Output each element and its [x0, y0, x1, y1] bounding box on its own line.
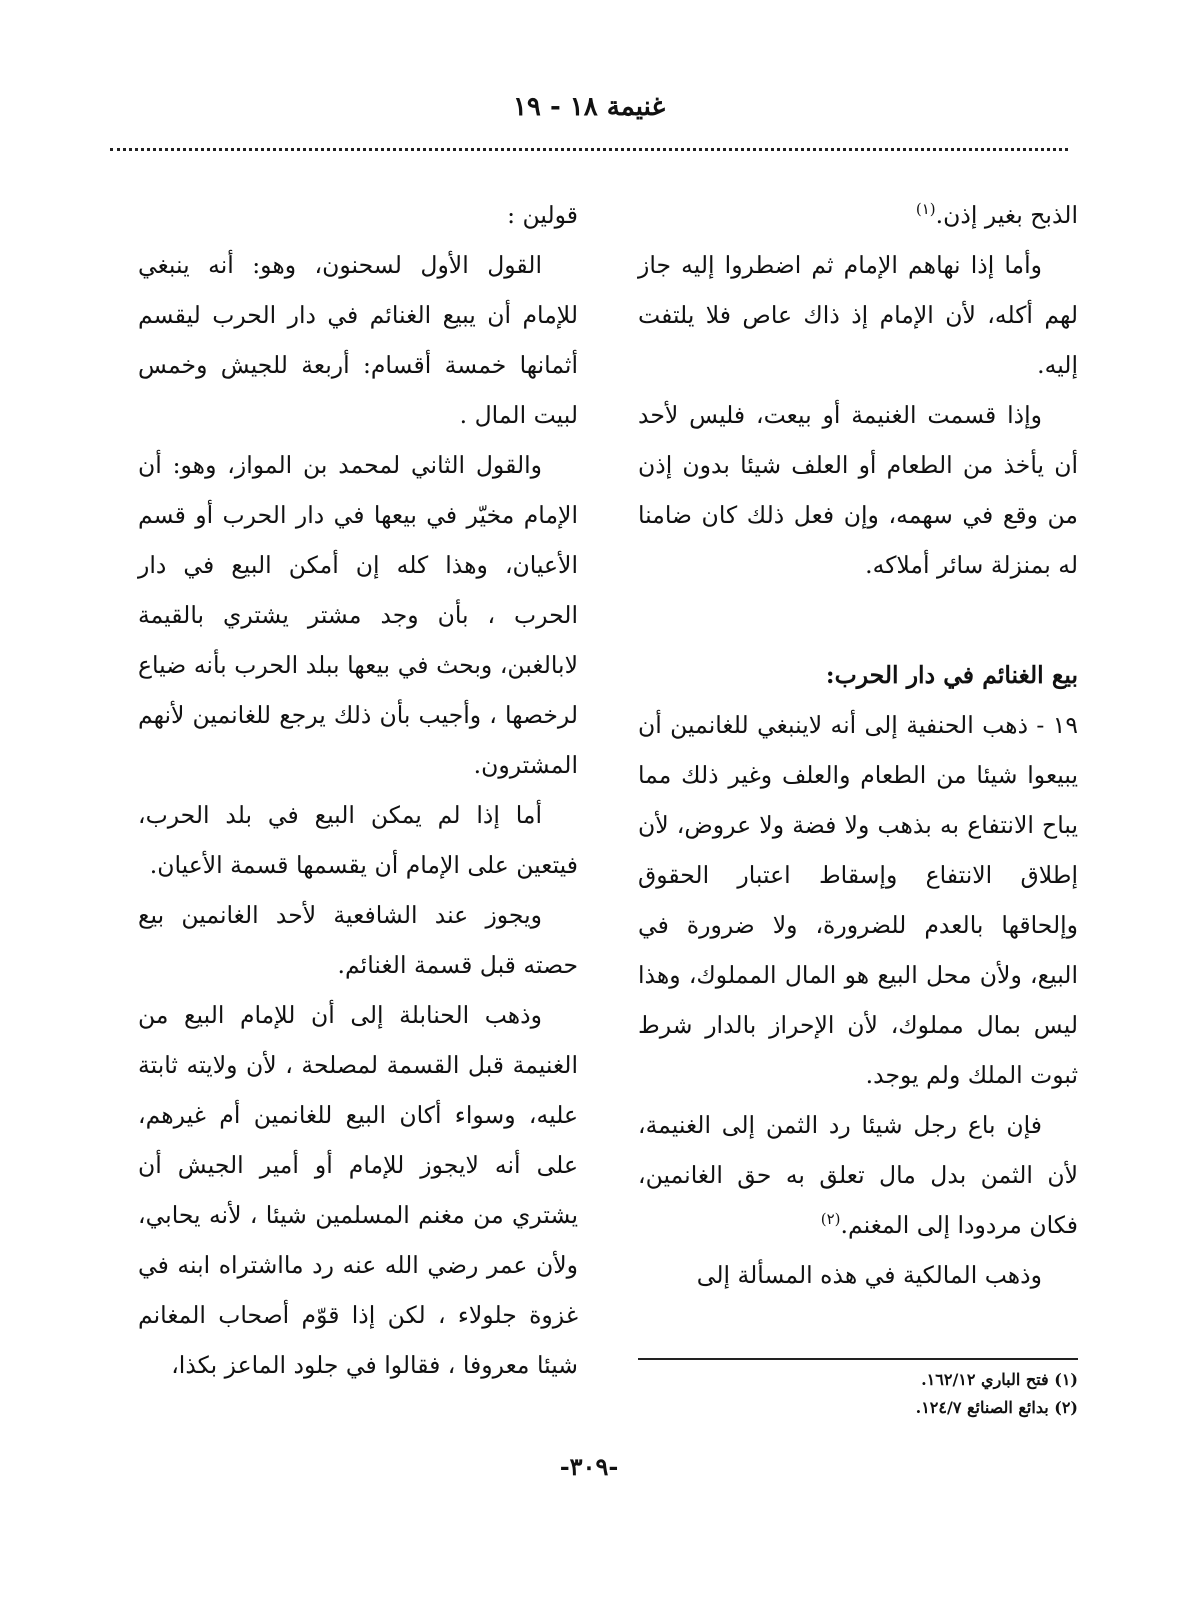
footnote-ref: (٢)	[820, 1210, 841, 1229]
paragraph: والقول الثاني لمحمد بن المواز، وهو: أن الإمام مخيّر في بيعها في دار الحرب أو قسم الأعيان، وهذا كله إن أمكن البيع في دار الحرب ، بأن وجد مشتر يشتري بالقيمة لابالغبن، وبحث في بيعها ببلد الحرب بأنه ضياع لرخصها ، وأجيب بأن ذلك يرجع للغانمين لأنهم المشترون.	[138, 451, 578, 779]
footnotes	[638, 1366, 1078, 1422]
paragraph: قولين :	[507, 201, 578, 229]
section-heading: بيع الغنائم في دار الحرب:	[825, 661, 1078, 689]
paragraph: وذهب الحنابلة إلى أن للإمام البيع من الغنيمة قبل القسمة لمصلحة ، لأن ولايته ثابتة عليه، وسواء أكان البيع للغانمين أم غيرهم، على أنه لايجوز للإمام أو أمير الجيش أن يشتري من مغنم المسلمين شيئا ، لأنه يحابي، ولأن عمر رضي الله عنه رد مااشتراه ابنه في غزوة جلولاء ، لكن إذا قوّم أصحاب المغانم شيئا معروفا ، فقالوا في جلود الماعز بكذا،	[138, 1001, 578, 1379]
paragraph: وإذا قسمت الغنيمة أو بيعت، فليس لأحد أن يأخذ من الطعام أو العلف شيئا بدون إذن من وقع في سهمه، وإن فعل ذلك كان ضامنا له بمنزلة سائر أملاكه.	[638, 401, 1078, 579]
paragraph-text: الذبح بغير إذن.	[935, 201, 1078, 229]
footnote-ref: (١)	[915, 200, 936, 219]
footnote: (١) فتح الباري ١٦٢/١٢.	[921, 1370, 1078, 1389]
paragraph	[638, 1100, 1078, 1250]
paragraph-text: فإن باع رجل شيئا رد الثمن إلى الغنيمة، لأن الثمن بدل مال تعلق به حق الغانمين، فكان مردودا إلى المغنم.	[638, 1111, 1078, 1239]
paragraph	[638, 190, 1078, 240]
paragraph: ويجوز عند الشافعية لأحد الغانمين بيع حصته قبل قسمة الغنائم.	[138, 901, 578, 979]
footnote-rule	[638, 1358, 1078, 1360]
header-dotted-rule	[110, 148, 1068, 151]
footnote: (٢) بدائع الصنائع ١٢٤/٧.	[915, 1398, 1078, 1417]
left-column	[138, 190, 578, 1390]
paragraph: القول الأول لسحنون، وهو: أنه ينبغي للإمام أن يبيع الغنائم في دار الحرب ليقسم أثمانها خمسة أقسام: أربعة للجيش وخمس لبيت المال .	[138, 251, 578, 429]
running-header: غنيمة ١٨ - ١٩	[512, 92, 666, 122]
paragraph: وذهب المالكية في هذه المسألة إلى	[696, 1261, 1042, 1289]
paragraph: وأما إذا نهاهم الإمام ثم اضطروا إليه جاز لهم أكله، لأن الإمام إذ ذاك عاص فلا يلتفت إليه.	[638, 251, 1078, 379]
right-column	[638, 190, 1078, 1300]
paragraph: أما إذا لم يمكن البيع في بلد الحرب، فيتعين على الإمام أن يقسمها قسمة الأعيان.	[138, 801, 578, 879]
paragraph: ١٩ - ذهب الحنفية إلى أنه لاينبغي للغانمين أن يبيعوا شيئا من الطعام والعلف وغير ذلك مما يباح الانتفاع به بذهب ولا فضة ولا عروض، لأن إطلاق الانتفاع وإسقاط اعتبار الحقوق وإلحاقها بالعدم للضرورة، ولا ضرورة في البيع، ولأن محل البيع هو المال المملوك، وهذا ليس بمال مملوك، لأن الإحراز بالدار شرط ثبوت الملك ولم يوجد.	[638, 711, 1078, 1089]
page-number: -٣٠٩-	[559, 1452, 619, 1481]
